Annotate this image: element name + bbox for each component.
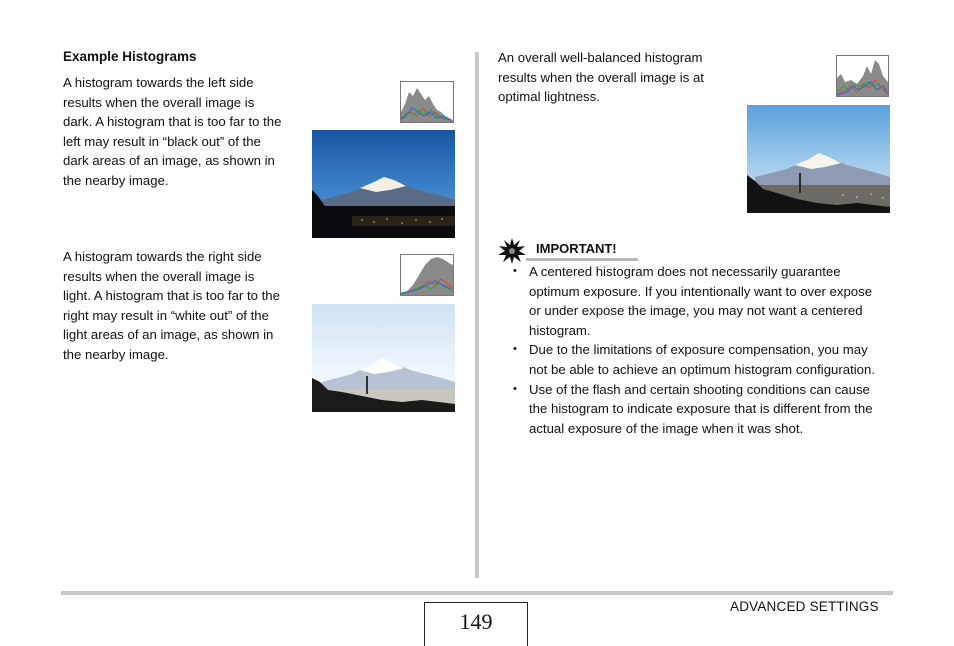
text-line: A centered histogram does not necessarily guarantee — [529, 264, 841, 279]
bullet-icon: • — [513, 265, 517, 277]
text-line: results when the overall image is — [63, 94, 255, 110]
important-underline — [526, 258, 638, 261]
section-name: ADVANCED SETTINGS — [730, 599, 879, 614]
list-item — [513, 380, 898, 439]
text-line: optimal lightness. — [498, 89, 600, 104]
footer-rule — [61, 591, 893, 595]
text-line: Use of the flash and certain shooting conditions can cause — [529, 381, 870, 397]
section-heading: Example Histograms — [63, 49, 197, 64]
dark-mountain-photo — [312, 130, 455, 238]
important-label: IMPORTANT! — [536, 241, 617, 256]
column-divider — [475, 52, 479, 578]
list-item — [513, 262, 898, 340]
list-item — [513, 340, 898, 379]
text-line: light areas of an image, as shown in — [63, 327, 274, 342]
dark-histogram-description — [63, 73, 303, 190]
light-histogram-description — [63, 247, 303, 364]
page-number: 149 — [424, 602, 528, 646]
text-line: optimum exposure. If you intentionally want to over expose — [529, 283, 873, 299]
text-line: light. A histogram that is too far to the — [63, 288, 280, 303]
bullet-icon: • — [513, 343, 517, 356]
light-mountain-photo — [312, 304, 455, 412]
text-line: or under expose the image, you may not want a centered — [529, 303, 863, 319]
text-line: histogram. — [529, 322, 591, 338]
bullet-icon: • — [513, 382, 517, 395]
text-line: dark areas of an image, as shown in — [63, 153, 275, 168]
text-line: the histogram to indicate exposure that is different from the — [529, 401, 873, 417]
text-line: right may result in “white out” of the — [63, 307, 269, 323]
text-line: left may result in “black out” of the — [63, 133, 261, 149]
text-line: dark. A histogram that is too far to the — [63, 114, 282, 129]
text-line: the nearby image. — [63, 172, 169, 188]
important-bullet-list — [513, 262, 898, 438]
light-histogram-image — [400, 254, 454, 296]
text-line: Due to the limitations of exposure compensation, you may — [529, 342, 868, 358]
text-line: the nearby image. — [63, 346, 169, 362]
dark-histogram-image — [400, 81, 454, 123]
balanced-histogram-image — [836, 55, 889, 97]
balanced-histogram-description — [498, 48, 738, 107]
text-line: results when the overall image is at — [498, 69, 704, 85]
balanced-mountain-photo — [747, 105, 890, 213]
text-line: actual exposure of the image when it was shot. — [529, 420, 804, 436]
text-line: An overall well-balanced histogram — [498, 50, 703, 65]
text-line: results when the overall image is — [63, 268, 255, 284]
text-line: A histogram towards the right side — [63, 249, 262, 264]
text-line: A histogram towards the left side — [63, 75, 254, 90]
text-line: not be able to achieve an optimum histogram configuration. — [529, 361, 876, 377]
